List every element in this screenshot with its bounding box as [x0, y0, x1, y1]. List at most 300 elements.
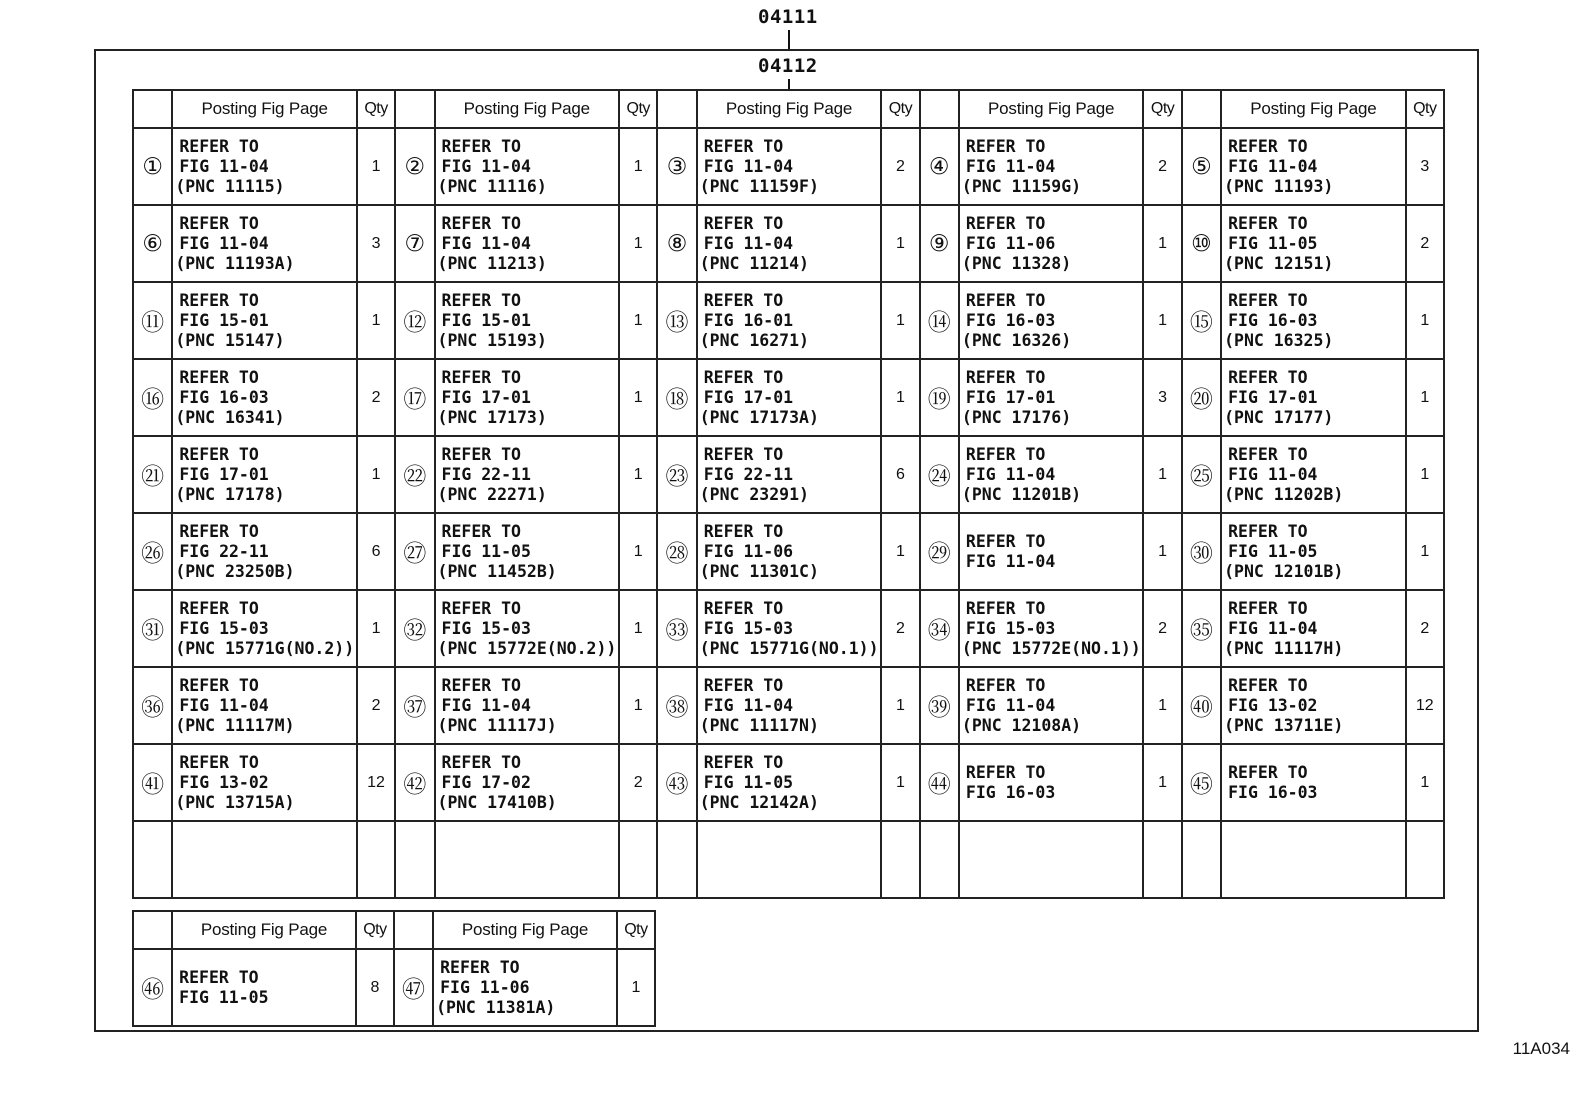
figure-code: 11A034 — [1512, 1039, 1570, 1058]
fig-reference: FIG 16-01 — [703, 310, 794, 330]
qty-value: 1 — [619, 128, 657, 205]
number-header-cell — [395, 90, 434, 128]
fig-reference: FIG 17-01 — [703, 387, 794, 407]
table-row — [133, 205, 1444, 282]
refer-to-text: REFER TO — [179, 675, 259, 695]
header-row — [133, 911, 655, 949]
posting-fig-page-cell — [959, 436, 1144, 513]
item-number: ⑲ — [920, 359, 959, 436]
pnc-reference: (PNC 11117J) — [437, 715, 557, 735]
qty-value — [1406, 821, 1444, 898]
qty-header: Qty — [356, 911, 394, 949]
pnc-reference: (PNC 15771G(NO.1)) — [699, 638, 879, 658]
posting-fig-page-cell — [697, 436, 882, 513]
pnc-reference: (PNC 17173) — [437, 407, 547, 427]
qty-value: 1 — [619, 282, 657, 359]
table-row — [133, 590, 1444, 667]
posting-fig-page-cell — [697, 128, 882, 205]
fig-reference: FIG 15-03 — [703, 618, 794, 638]
posting-fig-page-cell — [697, 590, 882, 667]
refer-to-text: REFER TO — [1228, 598, 1308, 618]
item-number: ⑬ — [657, 282, 696, 359]
qty-value: 1 — [619, 359, 657, 436]
fig-reference: FIG 22-11 — [179, 541, 269, 561]
qty-header: Qty — [619, 90, 657, 128]
item-number: ㉒ — [395, 436, 434, 513]
item-number: ㊴ — [920, 667, 959, 744]
refer-to-text: REFER TO — [179, 967, 259, 987]
qty-value: 3 — [357, 205, 395, 282]
fig-reference: FIG 11-04 — [965, 156, 1056, 176]
item-number: ㊼ — [394, 949, 433, 1026]
qty-value: 1 — [619, 436, 657, 513]
refer-to-text: REFER TO — [1228, 444, 1308, 464]
posting-fig-page-header: Posting Fig Page — [172, 90, 357, 128]
pnc-reference: (PNC 11202B) — [1224, 484, 1344, 504]
table-row — [133, 667, 1444, 744]
item-number: ② — [395, 128, 434, 205]
posting-fig-page-cell — [697, 359, 882, 436]
pnc-reference: (PNC 16326) — [961, 330, 1072, 350]
posting-fig-page-cell — [435, 205, 620, 282]
table-row — [133, 949, 655, 1026]
qty-value: 1 — [357, 436, 395, 513]
table-row — [133, 744, 1444, 821]
pnc-reference: (PNC 11213) — [437, 253, 547, 273]
pnc-reference: (PNC 17410B) — [437, 792, 557, 812]
qty-value: 6 — [357, 513, 395, 590]
refer-to-text: REFER TO — [703, 521, 784, 541]
qty-value: 1 — [881, 359, 919, 436]
refer-to-text: REFER TO — [441, 367, 521, 387]
pnc-reference: (PNC 11193A) — [175, 253, 295, 273]
refer-to-text: REFER TO — [703, 367, 784, 387]
item-number: ㉙ — [920, 513, 959, 590]
pnc-reference: (PNC 16271) — [699, 330, 809, 350]
posting-fig-page-header: Posting Fig Page — [959, 90, 1144, 128]
refer-to-text: REFER TO — [441, 290, 521, 310]
pnc-reference: (PNC 11117N) — [699, 715, 819, 735]
number-header-cell — [133, 911, 172, 949]
qty-value: 2 — [881, 128, 919, 205]
refer-to-text: REFER TO — [441, 675, 521, 695]
refer-to-text: REFER TO — [965, 675, 1046, 695]
item-number — [133, 821, 172, 898]
table-row — [133, 128, 1444, 205]
posting-fig-page-cell — [433, 949, 617, 1026]
qty-value: 1 — [1143, 744, 1181, 821]
fig-reference: FIG 11-05 — [441, 541, 531, 561]
refer-to-text: REFER TO — [703, 598, 784, 618]
fig-reference: FIG 11-04 — [703, 695, 794, 715]
item-number: ㉛ — [133, 590, 172, 667]
refer-to-text: REFER TO — [703, 675, 784, 695]
item-number: ⑦ — [395, 205, 434, 282]
qty-value: 1 — [1406, 359, 1444, 436]
refer-to-text: REFER TO — [965, 531, 1046, 551]
refer-to-text: REFER TO — [441, 521, 521, 541]
refer-to-text: REFER TO — [1228, 136, 1308, 156]
refer-to-text: REFER TO — [179, 136, 259, 156]
posting-fig-page-cell — [435, 436, 620, 513]
fig-reference: FIG 15-03 — [179, 618, 269, 638]
posting-fig-page-cell — [435, 590, 620, 667]
pnc-reference: (PNC 16325) — [1224, 330, 1334, 350]
qty-value: 1 — [1406, 744, 1444, 821]
fig-reference: FIG 17-02 — [441, 772, 531, 792]
qty-value: 1 — [1143, 667, 1181, 744]
pnc-reference: (PNC 23250B) — [175, 561, 295, 581]
item-number: ① — [133, 128, 172, 205]
fig-reference: FIG 11-04 — [1228, 464, 1318, 484]
pnc-reference: (PNC 12142A) — [699, 792, 819, 812]
pnc-reference: (PNC 17173A) — [699, 407, 819, 427]
pnc-reference: (PNC 11117M) — [175, 715, 295, 735]
posting-fig-page-cell — [697, 205, 882, 282]
leader-line-04111 — [788, 30, 790, 49]
posting-fig-page-cell — [697, 744, 882, 821]
refer-to-text: REFER TO — [965, 136, 1046, 156]
item-number: ⑥ — [133, 205, 172, 282]
posting-fig-page-cell — [1221, 821, 1406, 898]
qty-value: 2 — [1143, 128, 1181, 205]
fig-reference: FIG 11-04 — [965, 551, 1056, 571]
pnc-reference: (PNC 17177) — [1224, 407, 1334, 427]
fig-reference: FIG 16-03 — [1228, 310, 1318, 330]
posting-fig-page-cell — [1221, 667, 1406, 744]
qty-header: Qty — [881, 90, 919, 128]
posting-fig-page-cell — [172, 667, 357, 744]
qty-value: 1 — [1143, 436, 1181, 513]
item-number: ㊻ — [133, 949, 172, 1026]
qty-value: 1 — [1406, 436, 1444, 513]
posting-fig-page-cell — [172, 744, 357, 821]
posting-fig-page-cell — [1221, 359, 1406, 436]
qty-value: 2 — [1406, 590, 1444, 667]
qty-value: 1 — [617, 949, 655, 1026]
posting-fig-page-cell — [172, 282, 357, 359]
item-number: ⑱ — [657, 359, 696, 436]
fig-reference: FIG 11-06 — [440, 977, 530, 997]
item-number: ㉚ — [1182, 513, 1221, 590]
posting-fig-page-header: Posting Fig Page — [697, 90, 882, 128]
refer-to-text: REFER TO — [440, 957, 520, 977]
fig-reference: FIG 17-01 — [441, 387, 531, 407]
qty-value: 2 — [881, 590, 919, 667]
refer-to-text: REFER TO — [179, 444, 259, 464]
item-number: ㉘ — [657, 513, 696, 590]
refer-to-text: REFER TO — [965, 444, 1046, 464]
pnc-reference: (PNC 13715A) — [175, 792, 295, 812]
qty-value — [357, 821, 395, 898]
qty-value: 1 — [881, 513, 919, 590]
refer-to-text: REFER TO — [965, 290, 1046, 310]
fig-reference: FIG 11-04 — [441, 233, 531, 253]
posting-fig-page-cell — [435, 667, 620, 744]
item-number: ㊷ — [395, 744, 434, 821]
posting-fig-page-header: Posting Fig Page — [1221, 90, 1406, 128]
qty-value: 8 — [356, 949, 394, 1026]
posting-fig-page-cell — [172, 205, 357, 282]
item-number: ㉕ — [1182, 436, 1221, 513]
table-row — [133, 359, 1444, 436]
qty-value — [619, 821, 657, 898]
fig-reference: FIG 13-02 — [1228, 695, 1318, 715]
pnc-reference: (PNC 15772E(NO.1)) — [961, 638, 1141, 658]
refer-to-text: REFER TO — [1228, 213, 1308, 233]
refer-to-text: REFER TO — [179, 598, 259, 618]
pnc-reference: (PNC 11381A) — [436, 997, 556, 1017]
fig-reference: FIG 17-01 — [179, 464, 269, 484]
qty-value: 1 — [357, 590, 395, 667]
item-number: ㊹ — [920, 744, 959, 821]
table-row — [133, 513, 1444, 590]
refer-to-text: REFER TO — [179, 752, 259, 772]
fig-reference: FIG 11-05 — [1228, 541, 1318, 561]
pnc-reference: (PNC 23291) — [699, 484, 809, 504]
qty-value — [1143, 821, 1181, 898]
refer-to-text: REFER TO — [703, 213, 784, 233]
pnc-reference: (PNC 11201B) — [961, 484, 1082, 504]
refer-to-text: REFER TO — [179, 521, 259, 541]
posting-fig-page-cell — [435, 821, 620, 898]
posting-fig-page-cell — [959, 128, 1144, 205]
posting-fig-page-cell — [172, 513, 357, 590]
item-number: ㊺ — [1182, 744, 1221, 821]
fig-reference: FIG 16-03 — [965, 310, 1056, 330]
qty-value: 1 — [881, 282, 919, 359]
item-number: ㉓ — [657, 436, 696, 513]
item-number: ㊸ — [657, 744, 696, 821]
qty-header: Qty — [1143, 90, 1181, 128]
posting-fig-page-cell — [435, 282, 620, 359]
posting-fig-page-cell — [1221, 513, 1406, 590]
fig-reference: FIG 15-03 — [441, 618, 531, 638]
qty-value: 12 — [357, 744, 395, 821]
item-number: ⑭ — [920, 282, 959, 359]
fig-reference: FIG 22-11 — [441, 464, 531, 484]
posting-fig-page-cell — [959, 821, 1144, 898]
qty-value: 1 — [881, 744, 919, 821]
pnc-reference: (PNC 12151) — [1224, 253, 1334, 273]
refer-to-text: REFER TO — [965, 598, 1046, 618]
item-number: ㊶ — [133, 744, 172, 821]
item-number: ⑤ — [1182, 128, 1221, 205]
refer-to-text: REFER TO — [703, 752, 784, 772]
posting-fig-page-cell — [1221, 128, 1406, 205]
posting-fig-page-cell — [697, 667, 882, 744]
number-header-cell — [920, 90, 959, 128]
refer-to-text: REFER TO — [179, 367, 259, 387]
qty-value: 1 — [357, 128, 395, 205]
pnc-reference: (PNC 11214) — [699, 253, 809, 273]
refer-to-text: REFER TO — [441, 136, 521, 156]
item-number — [657, 821, 696, 898]
qty-value: 1 — [619, 590, 657, 667]
qty-value: 1 — [619, 205, 657, 282]
item-number: ㉗ — [395, 513, 434, 590]
fig-reference: FIG 11-06 — [965, 233, 1056, 253]
pnc-reference: (PNC 17178) — [175, 484, 285, 504]
posting-fig-page-cell — [435, 744, 620, 821]
posting-fig-page-cell — [959, 359, 1144, 436]
qty-value: 1 — [1406, 513, 1444, 590]
posting-fig-page-header: Posting Fig Page — [435, 90, 620, 128]
item-number: ㊲ — [395, 667, 434, 744]
qty-value: 1 — [1143, 282, 1181, 359]
item-number — [920, 821, 959, 898]
fig-reference: FIG 16-03 — [1228, 782, 1318, 802]
fig-reference: FIG 11-05 — [179, 987, 269, 1007]
number-header-cell — [133, 90, 172, 128]
qty-value: 1 — [1143, 205, 1181, 282]
pnc-reference: (PNC 11159F) — [699, 176, 819, 196]
qty-value: 2 — [619, 744, 657, 821]
posting-fig-page-header: Posting Fig Page — [172, 911, 356, 949]
main-parts-table — [132, 89, 1445, 899]
fig-reference: FIG 11-04 — [441, 695, 531, 715]
refer-to-text: REFER TO — [179, 290, 259, 310]
pnc-reference: (PNC 11328) — [961, 253, 1072, 273]
pnc-reference: (PNC 11117H) — [1224, 638, 1344, 658]
qty-value: 3 — [1143, 359, 1181, 436]
fig-reference: FIG 11-05 — [1228, 233, 1318, 253]
posting-fig-page-cell — [172, 128, 357, 205]
posting-fig-page-cell — [697, 513, 882, 590]
fig-reference: FIG 11-04 — [179, 156, 269, 176]
posting-fig-page-cell — [959, 513, 1144, 590]
item-number: ⑪ — [133, 282, 172, 359]
posting-fig-page-cell — [172, 359, 357, 436]
item-number — [395, 821, 434, 898]
posting-fig-page-cell — [1221, 590, 1406, 667]
posting-fig-page-cell — [435, 359, 620, 436]
qty-value: 1 — [357, 282, 395, 359]
item-number — [1182, 821, 1221, 898]
callout-04111: 04111 — [758, 6, 818, 28]
pnc-reference: (PNC 11193) — [1224, 176, 1334, 196]
item-number: ⑰ — [395, 359, 434, 436]
item-number: ⑳ — [1182, 359, 1221, 436]
refer-to-text: REFER TO — [1228, 290, 1308, 310]
qty-value: 1 — [1143, 513, 1181, 590]
item-number: ⑧ — [657, 205, 696, 282]
refer-to-text: REFER TO — [441, 444, 521, 464]
pnc-reference: (PNC 11301C) — [699, 561, 819, 581]
fig-reference: FIG 11-04 — [179, 695, 269, 715]
qty-header: Qty — [617, 911, 655, 949]
pnc-reference: (PNC 12108A) — [961, 715, 1082, 735]
number-header-cell — [394, 911, 433, 949]
item-number: ⑮ — [1182, 282, 1221, 359]
fig-reference: FIG 11-04 — [965, 464, 1056, 484]
pnc-reference: (PNC 22271) — [437, 484, 547, 504]
item-number: ㉝ — [657, 590, 696, 667]
refer-to-text: REFER TO — [441, 752, 521, 772]
item-number: ㉔ — [920, 436, 959, 513]
item-number: ㉞ — [920, 590, 959, 667]
refer-to-text: REFER TO — [965, 367, 1046, 387]
fig-reference: FIG 11-04 — [1228, 618, 1318, 638]
posting-fig-page-cell — [697, 821, 882, 898]
fig-reference: FIG 16-03 — [179, 387, 269, 407]
posting-fig-page-cell — [959, 205, 1144, 282]
refer-to-text: REFER TO — [965, 762, 1046, 782]
pnc-reference: (PNC 17176) — [961, 407, 1072, 427]
refer-to-text: REFER TO — [965, 213, 1046, 233]
pnc-reference: (PNC 15772E(NO.2)) — [437, 638, 617, 658]
pnc-reference: (PNC 11115) — [175, 176, 285, 196]
item-number: ㊳ — [657, 667, 696, 744]
posting-fig-page-cell — [1221, 282, 1406, 359]
item-number: ㊵ — [1182, 667, 1221, 744]
qty-value: 3 — [1406, 128, 1444, 205]
fig-reference: FIG 16-03 — [965, 782, 1056, 802]
item-number: ㉟ — [1182, 590, 1221, 667]
item-number: ④ — [920, 128, 959, 205]
posting-fig-page-cell — [172, 949, 356, 1026]
qty-value: 1 — [881, 667, 919, 744]
item-number: ⑯ — [133, 359, 172, 436]
qty-value: 2 — [1143, 590, 1181, 667]
posting-fig-page-cell — [172, 590, 357, 667]
refer-to-text: REFER TO — [1228, 762, 1308, 782]
posting-fig-page-cell — [959, 667, 1144, 744]
refer-to-text: REFER TO — [703, 444, 784, 464]
refer-to-text: REFER TO — [703, 136, 784, 156]
item-number: ㊱ — [133, 667, 172, 744]
posting-fig-page-cell — [1221, 205, 1406, 282]
item-number: ⑨ — [920, 205, 959, 282]
qty-value: 2 — [357, 667, 395, 744]
posting-fig-page-cell — [172, 821, 357, 898]
qty-value: 1 — [619, 667, 657, 744]
fig-reference: FIG 11-05 — [703, 772, 794, 792]
table-row — [133, 821, 1444, 898]
pnc-reference: (PNC 16341) — [175, 407, 285, 427]
fig-reference: FIG 11-06 — [703, 541, 794, 561]
posting-fig-page-cell — [959, 744, 1144, 821]
fig-reference: FIG 11-04 — [703, 156, 794, 176]
item-number: ㉑ — [133, 436, 172, 513]
item-number: ⑩ — [1182, 205, 1221, 282]
qty-value: 1 — [881, 205, 919, 282]
refer-to-text: REFER TO — [441, 213, 521, 233]
qty-value: 2 — [1406, 205, 1444, 282]
table-row — [133, 436, 1444, 513]
refer-to-text: REFER TO — [441, 598, 521, 618]
posting-fig-page-cell — [1221, 436, 1406, 513]
item-number: ③ — [657, 128, 696, 205]
qty-value: 12 — [1406, 667, 1444, 744]
pnc-reference: (PNC 15193) — [437, 330, 547, 350]
qty-header: Qty — [357, 90, 395, 128]
qty-header: Qty — [1406, 90, 1444, 128]
qty-value: 1 — [1406, 282, 1444, 359]
pnc-reference: (PNC 13711E) — [1224, 715, 1344, 735]
fig-reference: FIG 15-01 — [179, 310, 269, 330]
pnc-reference: (PNC 11159G) — [961, 176, 1082, 196]
table-row — [133, 282, 1444, 359]
refer-to-text: REFER TO — [1228, 675, 1308, 695]
qty-value — [881, 821, 919, 898]
pnc-reference: (PNC 15147) — [175, 330, 285, 350]
posting-fig-page-cell — [435, 128, 620, 205]
fig-reference: FIG 15-03 — [965, 618, 1056, 638]
item-number: ㉖ — [133, 513, 172, 590]
refer-to-text: REFER TO — [703, 290, 784, 310]
posting-fig-page-header: Posting Fig Page — [433, 911, 617, 949]
